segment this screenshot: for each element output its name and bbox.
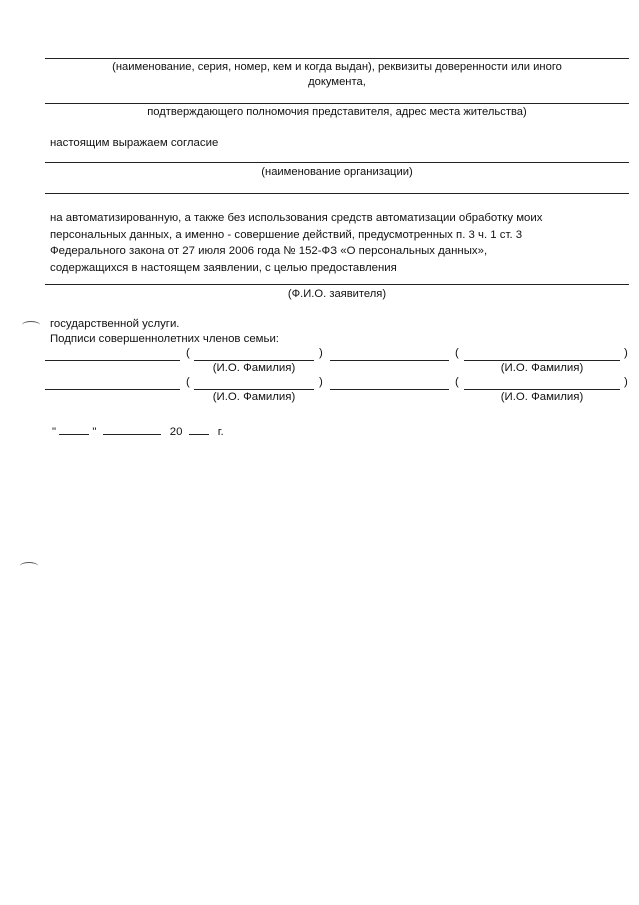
date-year-blank — [189, 423, 209, 435]
consent-intro: настоящим выражаем согласие — [50, 137, 219, 149]
name-line-2 — [464, 360, 620, 361]
consent-paragraph-line-4: содержащихся в настоящем заявлении, с целью предоставления — [50, 261, 397, 274]
name-caption-1: (И.О. Фамилия) — [212, 362, 296, 374]
consent-paragraph-line-2: персональных данных, а именно - совершение действий, предусмотренных п. 3 ч. 1 ст. 3 — [50, 228, 523, 241]
name-line-3 — [194, 389, 314, 390]
paren-open-1: ( — [186, 347, 190, 359]
signatures-heading: Подписи совершеннолетних членов семьи: — [50, 333, 279, 345]
representative-doc-caption-3: подтверждающего полномочия представителя, адрес места жительства) — [147, 106, 527, 118]
name-line-4 — [464, 389, 620, 390]
consent-paragraph-line-1: на автоматизированную, а также без использования средств автоматизации обработку моих — [50, 212, 543, 224]
applicant-caption: (Ф.И.О. заявителя) — [287, 288, 387, 300]
signature-line-4 — [330, 389, 449, 390]
consent-paragraph — [50, 210, 628, 276]
paren-open-2: ( — [455, 347, 459, 359]
representative-doc-line-2 — [45, 103, 629, 104]
date-quote-open: " — [52, 426, 57, 438]
representative-doc-line-1 — [45, 58, 629, 59]
date-year-prefix: 20 — [169, 426, 183, 438]
signature-line-3 — [45, 389, 180, 390]
organization-caption: (наименование организации) — [261, 166, 413, 178]
paren-close-2: ) — [624, 347, 628, 359]
name-caption-2: (И.О. Фамилия) — [500, 362, 584, 374]
applicant-line — [45, 284, 629, 285]
service-text: государственной услуги. — [50, 318, 180, 330]
paren-open-4: ( — [455, 376, 459, 388]
hole-punch-mark-2 — [20, 562, 38, 570]
paren-close-4: ) — [624, 376, 628, 388]
date-line — [52, 423, 224, 438]
signature-line-2 — [330, 360, 449, 361]
date-quote-close: " — [92, 426, 97, 438]
organization-line-2 — [45, 193, 629, 194]
hole-punch-mark — [22, 321, 40, 329]
name-caption-4: (И.О. Фамилия) — [500, 391, 584, 403]
consent-paragraph-line-3: Федерального закона от 27 июля 2006 года № 152-ФЗ «О персональных данных», — [50, 245, 488, 257]
name-caption-3: (И.О. Фамилия) — [212, 391, 296, 403]
date-month-blank — [103, 423, 161, 435]
paren-close-3: ) — [319, 376, 323, 388]
date-year-suffix: г. — [217, 426, 224, 438]
representative-doc-caption-2: документа, — [308, 76, 366, 88]
representative-doc-caption-1: (наименование, серия, номер, кем и когда выдан), реквизиты доверенности или иного — [112, 61, 562, 73]
signature-line-1 — [45, 360, 180, 361]
organization-line — [45, 162, 629, 163]
name-line-1 — [194, 360, 314, 361]
date-day-blank — [59, 423, 89, 435]
paren-open-3: ( — [186, 376, 190, 388]
paren-close-1: ) — [319, 347, 323, 359]
